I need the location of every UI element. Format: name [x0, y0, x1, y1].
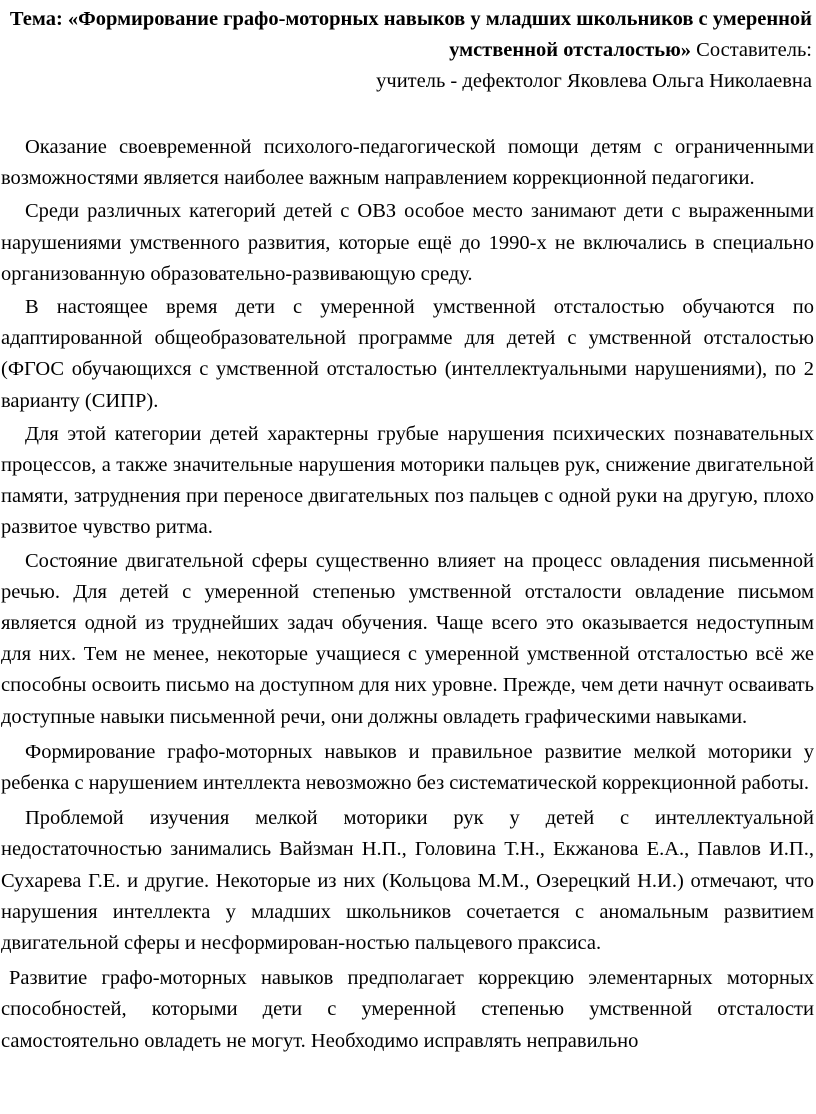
- paragraph-5: Состояние двигательной сферы существенно влияет на процесс овладения письменной речью. Для детей с умеренной степенью умственной отсталости овладение письмом является одной из труднейших задач обучения. Чаще всего это оказывается недоступным для них. Тем не менее, некоторые учащиеся с умеренной умственной отсталостью всё же способны освоить письмо на доступном для них уровне. Прежде, чем дети начнут осваивать доступные навыки письменной речи, они должны овладеть графическими навыками.: [1, 549, 814, 728]
- compiler-label: Составитель:: [696, 39, 812, 61]
- paragraph-8: Развитие графо-моторных навыков предполагает коррекцию элементарных моторных способностей, которыми дети с умеренной степенью умственной отсталости самостоятельно овладеть не могут. Необходимо исправлять неправильно: [1, 967, 814, 1052]
- author-line: учитель - дефектолог Яковлева Ольга Николаевна: [376, 70, 812, 92]
- paragraph-1: Оказание своевременной психолого-педагогической помощи детям с ограниченными возможностями является наиболее важным направлением коррекционной педагогики.: [1, 136, 814, 190]
- paragraph-2: Среди различных категорий детей с ОВЗ особое место занимают дети с выраженными нарушениями умственного развития, которые ещё до 1990-х не включались в специально организованную образовательно-развивающую среду.: [1, 200, 814, 285]
- document-title: Тема: «Формирование графо-моторных навыков у младших школьников с умеренной умственной отсталостью»: [9, 8, 812, 61]
- paragraph-7: Проблемой изучения мелкой моторики рук у детей с интеллектуальной недостаточностью занимались Вайзман Н.П., Головина Т.Н., Екжанова Е.А., Павлов И.П., Сухарева Г.Е. и другие. Некоторые из них (Кольцова М.М., Озерецкий Н.И.) отмечают, что нарушения интеллекта у младших школьников сочетается с аномальным развитием двигательной сферы и несформирован-ностью пальцевого праксиса.: [1, 807, 814, 955]
- paragraph-4: Для этой категории детей характерны грубые нарушения психических познавательных процессов, а также значительные нарушения моторики пальцев рук, снижение двигательной памяти, затруднения при переносе двигательных поз пальцев с одной руки на другую, плохо развитое чувство ритма.: [1, 422, 814, 539]
- paragraph-6: Формирование графо-моторных навыков и правильное развитие мелкой моторики у ребенка с нарушением интеллекта невозможно без систематической коррекционной работы.: [1, 740, 814, 795]
- paragraph-3: В настоящее время дети с умеренной умственной отсталостью обучаются по адаптированной общеобразовательной программе для детей с умственной отсталостью (ФГОС обучающихся с умственной отсталостью (интеллектуальными нарушениями), по 2 варианту (СИПР).: [1, 296, 814, 412]
- document-header: [1, 0, 814, 97]
